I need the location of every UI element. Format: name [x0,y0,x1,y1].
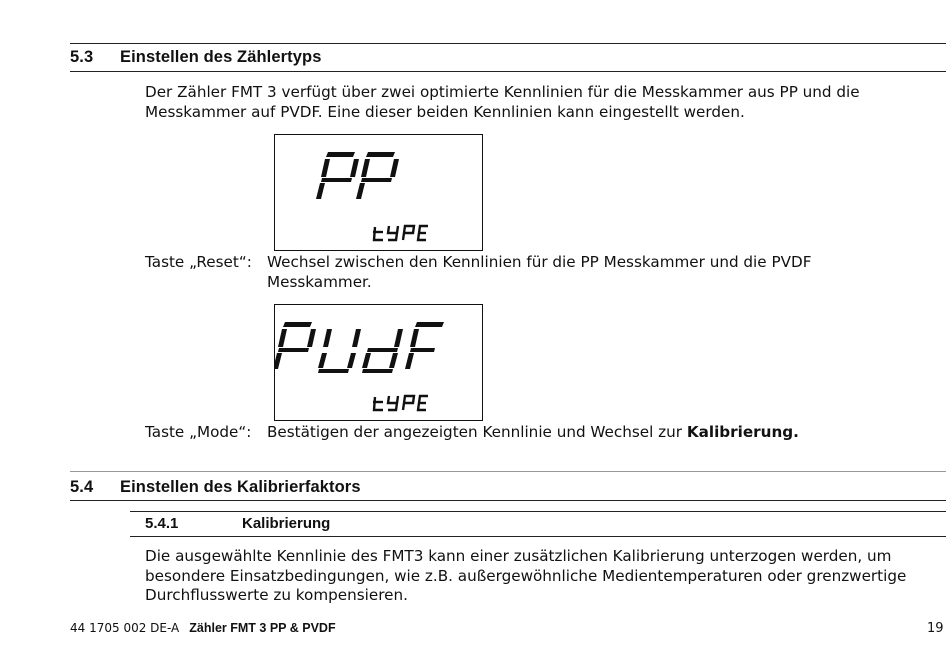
lcd-display-pp [274,134,483,251]
reset-key-label: Taste „Reset“: [145,253,252,271]
lcd-display-pvdf [274,304,483,421]
intro-line-2: Messkammer auf PVDF. Eine dieser beiden Kennlinien kann eingestellt werden. [145,102,745,121]
mode-key-description [267,423,907,443]
rule-section-5-4-top [70,471,946,472]
rule-section-5-4-1-bottom [130,536,946,537]
footer-doc-number: 44 1705 002 DE-A [70,621,180,635]
calibration-line-1: Die ausgewählte Kennlinie des FMT3 kann einer zusätzlichen Kalibrierung unterzogen werden, um [145,547,892,565]
lcd-sub-label [372,393,428,413]
section-title: Einstellen des Kalibrierfaktors [120,478,361,496]
subsection-number: 5.4.1 [145,515,179,532]
section-number: 5.4 [70,478,94,496]
calibration-line-3: Durchflusswerte zu kompensieren. [145,586,408,604]
footer [70,621,336,635]
mode-desc-link: Kalibrierung. [686,423,799,441]
subsection-title: Kalibrierung [242,515,331,532]
reset-key-description [267,253,907,292]
footer-doc-title: Zähler FMT 3 PP & PVDF [189,621,336,635]
calibration-paragraph [145,547,925,606]
rule-section-5-4-1-top [130,511,946,512]
section-heading-5-4-1 [145,515,330,532]
rule-top [70,43,946,44]
section-heading-5-4 [70,478,361,497]
mode-desc-text: Bestätigen der angezeigten Kennlinie und Wechsel zur [267,423,687,441]
rule-section-5-4-bottom [70,500,946,501]
section-heading-5-3 [70,48,321,67]
mode-key-label: Taste „Mode“: [145,423,252,441]
section-title: Einstellen des Zählertyps [120,48,322,66]
section-number: 5.3 [70,48,94,66]
reset-desc-line-2: Messkammer. [267,272,372,291]
rule-under-heading [70,71,946,72]
reset-desc-line-1: Wechsel zwischen den Kennlinien für die PP Messkammer und die PVDF [267,253,812,271]
intro-paragraph [145,83,925,122]
calibration-line-2: besondere Einsatzbedingungen, wie z.B. außergewöhnliche Medientemperaturen oder grenzwertige [145,566,907,585]
lcd-sub-label [372,223,428,243]
page-number: 19 [927,621,944,636]
intro-line-1: Der Zähler FMT 3 verfügt über zwei optimierte Kennlinien für die Messkammer aus PP und die [145,83,860,101]
